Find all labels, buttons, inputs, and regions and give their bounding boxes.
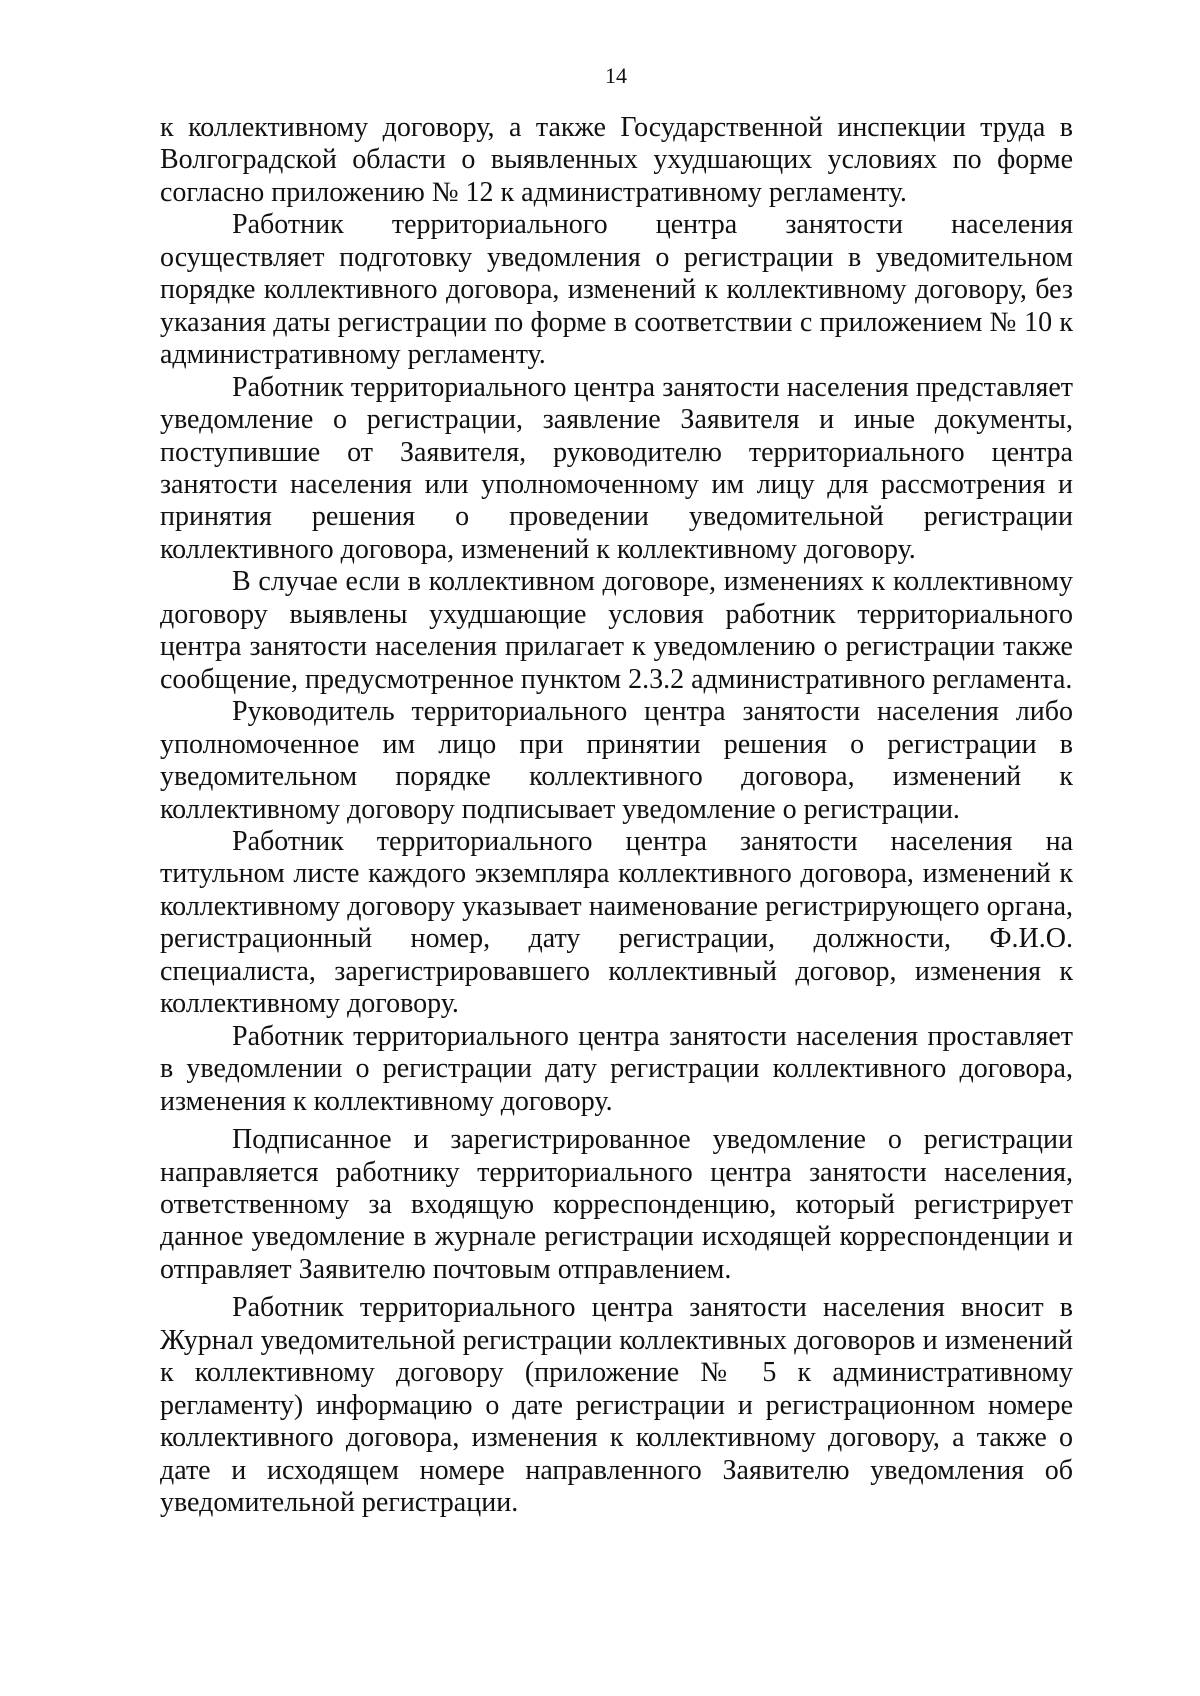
paragraph-8: Подписанное и зарегистрированное уведомление о регистрации направляется работнику территориального центра занятости населения, ответственному за входящую корреспонденцию, который регистрирует данное уведомление в журнале регистрации исходящей корреспонденции и отправляет Заявителю почтовым отправлением. — [160, 1124, 1073, 1285]
document-body — [160, 112, 1073, 1519]
paragraph-5: Руководитель территориального центра занятости населения либо уполномоченное им лицо при принятии решения о регистрации в уведомительном порядке коллективного договора, изменений к коллективному договору подписывает уведомление о регистрации. — [160, 696, 1073, 825]
page-number: 14 — [605, 63, 627, 88]
paragraph-7: Работник территориального центра занятости населения проставляет в уведомлении о регистрации дату регистрации коллективного договора, изменения к коллективному договору. — [160, 1020, 1073, 1117]
paragraph-2: Работник территориального центра занятости населения осуществляет подготовку уведомления о регистрации в уведомительном порядке коллективного договора, изменений к коллективному договору, без указания даты регистрации по форме в соответствии с приложением № 10 к административному регламенту. — [160, 209, 1073, 371]
paragraph-3: Работник территориального центра занятости населения представляет уведомление о регистрации, заявление Заявителя и иные документы, поступившие от Заявителя, руководителю территориального центра занятости населения или уполномоченному им лицу для рассмотрения и принятия решения о проведении уведомительной регистрации коллективного договора, изменений к коллективному договору. — [160, 371, 1073, 565]
paragraph-9: Работник территориального центра занятости населения вносит в Журнал уведомительной регистрации коллективных договоров и изменений к коллективному договору (приложение № 5 к административному регламенту) информацию о дате регистрации и регистрационном номере коллективного договора, изменения к коллективному договору, а также о дате и исходящем номере направленного Заявителю уведомления об уведомительной регистрации. — [160, 1292, 1073, 1519]
paragraph-6: Работник территориального центра занятости населения на титульном листе каждого экземпляра коллективного договора, изменений к коллективному договору указывает наименование регистрирующего органа, регистрационный номер, дату регистрации, должности, Ф.И.О. специалиста, зарегистрировавшего коллективный договор, изменения к коллективному договору. — [160, 825, 1073, 1020]
paragraph-1: к коллективному договору, а также Государственной инспекции труда в Волгоградской области о выявленных ухудшающих условиях по форме согласно приложению № 12 к административному регламенту. — [160, 112, 1073, 208]
paragraph-4: В случае если в коллективном договоре, изменениях к коллективному договору выявлены ухудшающие условия работник территориального центра занятости населения прилагает к уведомлению о регистрации также сообщение, предусмотренное пунктом 2.3.2 административного регламента. — [160, 566, 1073, 695]
